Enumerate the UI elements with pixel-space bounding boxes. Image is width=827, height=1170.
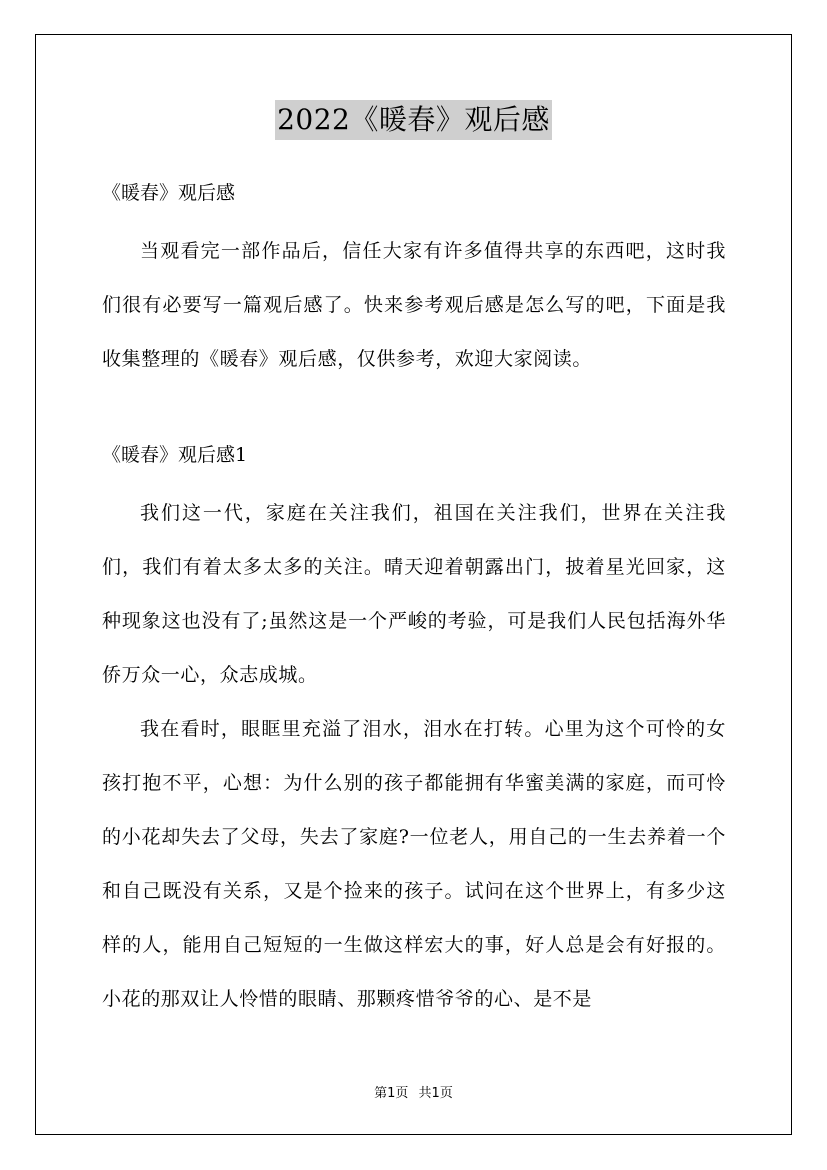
title-container	[0, 100, 827, 140]
spacer	[102, 214, 726, 224]
document-body	[102, 172, 726, 1026]
spacer	[102, 476, 726, 486]
section1-paragraph-1: 我们这一代，家庭在关注我们，祖国在关注我们，世界在关注我们，我们有着太多太多的关注。晴天迎着朝露出门，披着星光回家，这种现象这也没有了;虽然这是一个严峻的考验，可是我们人民包括海外华侨万众一心，众志成城。	[102, 502, 726, 686]
intro-paragraph: 当观看完一部作品后，信任大家有许多值得共享的东西吧，这时我们很有必要写一篇观后感了。快来参考观后感是怎么写的吧，下面是我收集整理的《暖春》观后感，仅供参考，欢迎大家阅读。	[102, 240, 726, 370]
page-footer: 第1页 共1页	[374, 1086, 453, 1101]
spacer	[102, 386, 726, 434]
intro-heading: 《暖春》观后感	[102, 182, 236, 204]
section1-paragraph-2: 我在看时，眼眶里充溢了泪水，泪水在打转。心里为这个可怜的女孩打抱不平，心想：为什么别的孩子都能拥有华蜜美满的家庭，而可怜的小花却失去了父母，失去了家庭?一位老人，用自己的一生去养着一个和自己既没有关系，又是个捡来的孩子。试问在这个世界上，有多少这样的人，能用自己短短的一生做这样宏大的事，好人总是会有好报的。小花的那双让人怜惜的眼睛、那颗疼惜爷爷的心、是不是	[102, 718, 726, 1010]
section1-heading: 《暖春》观后感1	[102, 444, 248, 466]
document-title: 2022《暖春》观后感	[275, 100, 552, 140]
